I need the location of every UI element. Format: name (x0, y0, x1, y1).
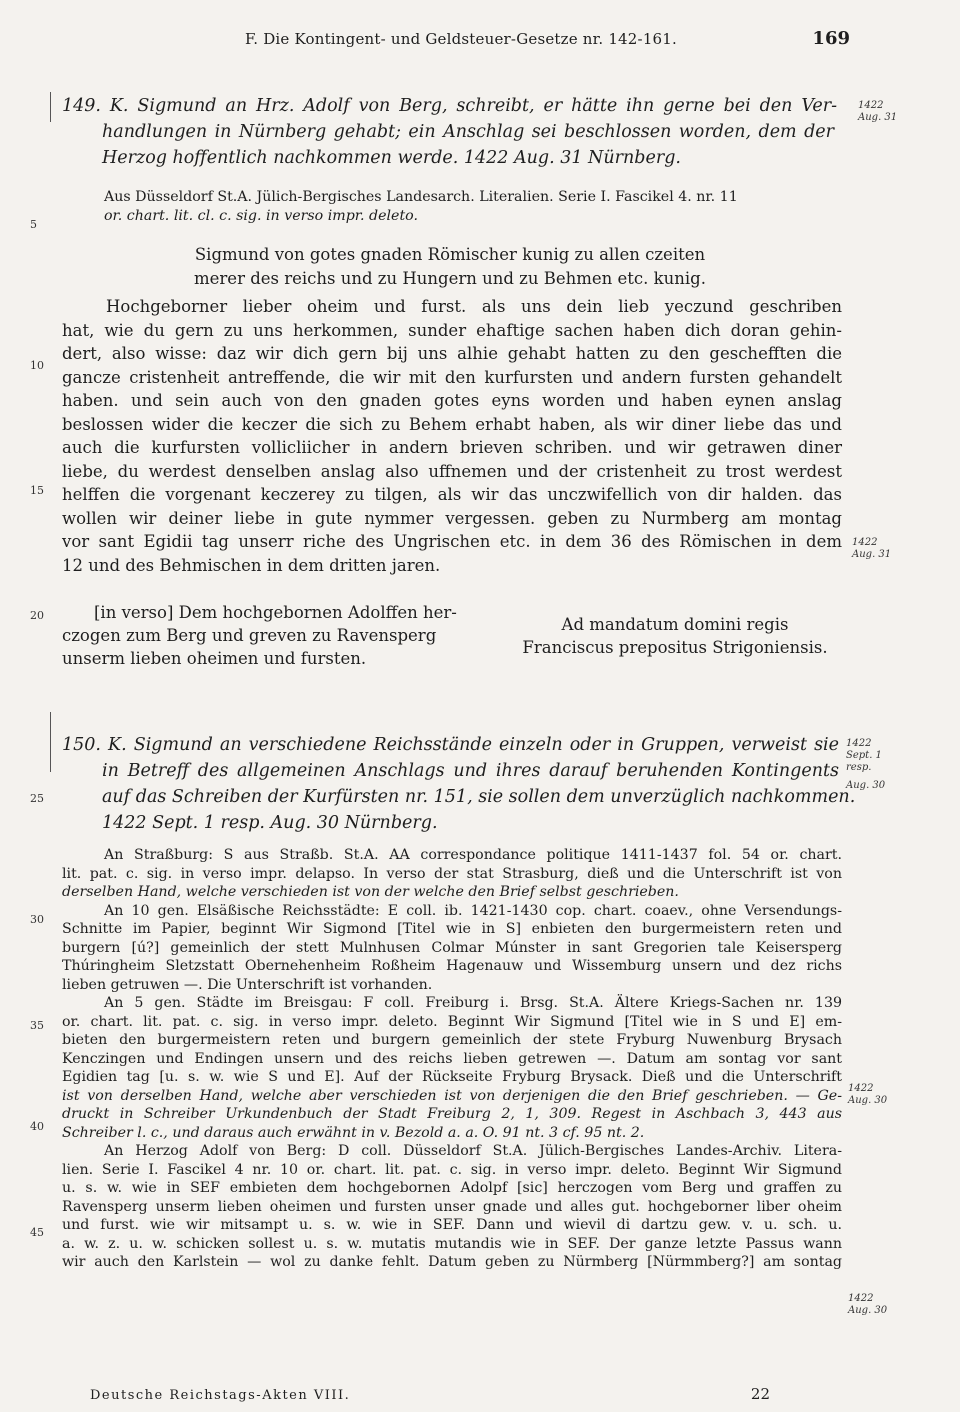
text-line: haben. und sein auch von den gnaden gotes eyns worden und haben eynen anslag (62, 391, 842, 410)
note-line: lieben getruwen —. Die Unterschrift ist vorhanden. (62, 976, 433, 993)
note-line: An Straßburg: S aus Straßb. St.A. AA correspondance politique 1411-1437 fol. 54 or. chart. (104, 847, 842, 863)
line-number: 40 (30, 1120, 44, 1133)
line-number: 10 (30, 359, 44, 372)
note-line: und furst. wie wir mitsampt u. s. w. wie in SEF. Dann und wievil di dartzu gew. v. u. sch. u. (62, 1217, 842, 1233)
note-line: or. chart. lit. pat. c. sig. in verso impr. deleto. Beginnt Wir Sigmund [Titel wie in S und E] em- (62, 1013, 842, 1030)
note-line: An 10 gen. Elsäßische Reichsstädte: E coll. ib. 1421-1430 cop. chart. coaev., ohne Versendungs- (104, 902, 842, 919)
note-line: Schreiber l. c., und daraus auch erwähnt in v. Bezold a. a. O. 91 nt. 3 cf. 95 nt. 2. (62, 1124, 645, 1141)
note-line: bieten den burgermeistern reten und burgern gemeinlich der stete Fryburg Nuwenburg Brysach (62, 1032, 842, 1048)
verso-line: [in verso] Dem hochgebornen Adolffen her- (94, 603, 457, 622)
note-line: Thúringheim Sletzstatt Obernehenheim Roßheim Hagenauw und Wissemburg unsern und dez richs (62, 958, 842, 974)
text-line: auch die kurfursten vollicliicher in andern brieven schriben. und wir getrawen diner (62, 438, 842, 457)
text-line: gancze cristenheit antreffende, die wir mit den kurfursten und andern fursten gehandelt (62, 367, 842, 387)
line-number: 25 (30, 792, 44, 805)
line-number: 35 (30, 1019, 44, 1032)
text-line: 12 und des Behmischen in dem dritten jaren. (62, 555, 441, 575)
margin-date: 1422 Aug. 31 (858, 100, 898, 123)
doc149-verso (62, 601, 502, 670)
page-footer (90, 1385, 770, 1403)
verso-line: czogen zum Berg und greven zu Ravensperg (62, 626, 437, 645)
heading-line: Herzog hoffentlich nachkommen werde. 1422 Aug. 31 Nürnberg. (102, 148, 681, 168)
doc150-heading (62, 732, 856, 836)
heading-line: 1422 Sept. 1 resp. Aug. 30 Nürnberg. (102, 813, 438, 833)
salutation-line: merer des reichs und zu Hungern und zu Behmen etc. kunig. (194, 268, 706, 288)
line-number: 20 (30, 609, 44, 622)
doc149-signature (515, 614, 835, 659)
line-number: 45 (30, 1226, 44, 1239)
note-line: druckt in Schreiber Urkundenbuch der Stadt Freiburg 2, 1, 309. Regest in Aschbach 3, 443 aus (62, 1106, 842, 1122)
note-line: burgern [ú?] gemeinlich der stett Mulnhusen Colmar Múnster in sant Gregorien tale Keisersperg (62, 939, 842, 956)
note-line: Schnitte im Papier, beginnt Wir Sigmond [Titel wie in S] enbieten den burgermeistern reten und (62, 921, 842, 937)
text-line: Hochgeborner lieber oheim und furst. als uns dein lieb yeczund geschriben (106, 297, 842, 316)
note-line: lien. Serie I. Fascikel 4 nr. 10 or. chart. lit. pat. c. sig. in verso impr. deleto. Beginnt Wir Sigmund (62, 1161, 842, 1178)
note-line: lit. pat. c. sig. in verso impr. delapso. In verso der stat Strasburg, dieß und die Unterschrift ist von (62, 865, 842, 882)
heading-line: 149. K. Sigmund an Hrz. Adolf von Berg, schreibt, er hätte ihn gerne bei den Ver- (62, 96, 837, 116)
salutation-line: Sigmund von gotes gnaden Römischer kunig zu allen czeiten (194, 245, 706, 264)
verso-line: unserm lieben oheimen und fursten. (62, 649, 367, 668)
margin-date: 1422 Sept. 1 resp. Aug. 30 (846, 738, 886, 791)
heading-line: 150. K. Sigmund an verschiedene Reichsstände einzeln oder in Gruppen, verweist sie (62, 735, 839, 755)
line-number: 15 (30, 484, 44, 497)
text-line: helffen die vorgenant keczerey zu tilgen, als wir das unczwifellich von dir halden. das (62, 485, 842, 504)
signature-line: Ad mandatum domini regis (561, 615, 789, 634)
text-line: beslossen wider die keczer die sich zu Behem erhabt haben, als wir diner liebe das und (62, 414, 842, 434)
text-line: hat, wie du gern zu uns herkommen, sunder ehaftige sachen haben dich doran gehin- (62, 320, 842, 340)
note-line: Kenczingen und Endingen unsern und des reichs lieben getrewen —. Datum am sontag vor sant (62, 1050, 842, 1067)
note-line: ist von derselben Hand, welche aber verschieden ist von derjenigen die den Brief geschrieben. — Ge- (62, 1087, 842, 1104)
source-line: or. chart. lit. cl. c. sig. in verso impr. deleto. (104, 207, 418, 224)
note-line: An Herzog Adolf von Berg: D coll. Düsseldorf St.A. Jülich-Bergisches Landes-Archiv. Litera- (104, 1143, 842, 1159)
text-line: wollen wir deiner liebe in gute nymmer vergessen. geben zu Nurmberg am montag (62, 508, 842, 528)
doc150-notes (62, 846, 842, 1272)
line-number: 5 (30, 218, 37, 231)
page-number: 169 (812, 28, 850, 49)
text-line: liebe, du werdest denselben anslag also uffnemen und der cristenheit zu trost werdest (62, 461, 842, 481)
note-line: a. w. z. u. w. schicken sollest u. s. w. mutatis mutandis wie in SEF. Der ganze letzte Passus wann (62, 1235, 842, 1252)
note-line: Ravensperg unserm lieben oheimen und fursten unser gnade und alles gut. hochgeborner liber oheim (62, 1198, 842, 1215)
heading-line: auf das Schreiben der Kurfürsten nr. 151, sie sollen dem unverzüglich nachkommen. (102, 787, 856, 807)
scan-mark (50, 92, 51, 122)
line-number: 30 (30, 913, 44, 926)
source-line: Aus Düsseldorf St.A. Jülich-Bergisches Landesarch. Literalien. Serie I. Fascikel 4. nr. 11 (104, 189, 738, 205)
note-line: An 5 gen. Städte im Breisgau: F coll. Freiburg i. Brsg. St.A. Ältere Kriegs-Sachen nr. 139 (104, 995, 842, 1011)
note-line: wir auch den Karlstein — wol zu danke fehlt. Datum geben zu Nürmberg [Nürmmberg?] am sontag (62, 1254, 842, 1270)
running-header (60, 30, 850, 54)
heading-line: handlungen in Nürnberg gehabt; ein Anschlag sei beschlossen worden, dem der (102, 122, 834, 142)
margin-date: 1422 Aug. 30 (848, 1083, 888, 1106)
margin-date: 1422 Aug. 30 (848, 1293, 888, 1316)
margin-date: 1422 Aug. 31 (852, 537, 892, 560)
note-line: Egidien tag [u. s. w. wie S und E]. Auf der Rückseite Fryburg Brysack. Dieß und die Unterschrift (62, 1069, 842, 1085)
text-line: dert, also wisse: daz wir dich gern bij uns alhie gehabt hatten zu den geschefften die (62, 344, 842, 363)
running-title: F. Die Kontingent- und Geldsteuer-Gesetze nr. 142-161. (245, 30, 678, 48)
scan-mark (50, 712, 51, 772)
signature-mark: 22 (750, 1385, 770, 1403)
doc149-salutation (120, 243, 780, 290)
heading-line: in Betreff des allgemeinen Anschlags und ihres darauf beruhenden Kontingents (102, 761, 839, 781)
note-line: derselben Hand, welche verschieden ist von der welche den Brief selbst geschrieben. (62, 884, 679, 900)
series-title: Deutsche Reichstags-Akten VIII. (90, 1388, 351, 1403)
doc149-heading (62, 93, 842, 171)
text-line: vor sant Egidii tag unserr riche des Ungrischen etc. in dem 36 des Römischen in dem (62, 532, 842, 551)
doc149-text (62, 295, 842, 577)
note-line: u. s. w. wie in SEF embieten dem hochgebornen Adolpf [sic] herczogen vom Berg und graffen zu (62, 1180, 842, 1196)
signature-line: Franciscus prepositus Strigoniensis. (522, 637, 828, 657)
doc149-source (104, 188, 844, 225)
